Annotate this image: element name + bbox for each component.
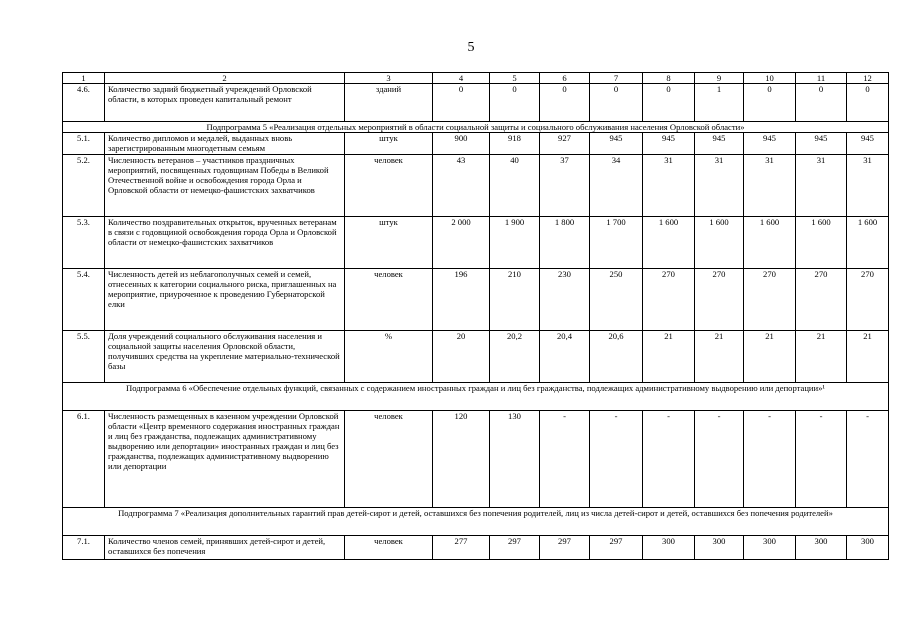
column-number: 11: [796, 73, 847, 84]
indicator-value: 300: [744, 536, 796, 560]
indicator-unit: штук: [345, 133, 433, 155]
indicator-value: 0: [796, 84, 847, 122]
subprogram-header-row: [63, 122, 889, 133]
indicator-value: 0: [490, 84, 540, 122]
column-number: 6: [540, 73, 590, 84]
indicator-value: 130: [490, 411, 540, 508]
indicator-value: 1 600: [847, 217, 889, 269]
indicator-name: Количество поздравительных открыток, врученных ветеранам в связи с годовщиной освобождения города Орла и Орловской области от немецко-фашистских захватчиков: [105, 217, 345, 269]
subprogram-header-row: [63, 383, 889, 411]
indicator-value: 945: [796, 133, 847, 155]
indicator-number: 5.1.: [63, 133, 105, 155]
indicator-value: 21: [796, 331, 847, 383]
indicator-value: -: [643, 411, 695, 508]
indicator-number: 6.1.: [63, 411, 105, 508]
indicator-value: 297: [540, 536, 590, 560]
column-number: 2: [105, 73, 345, 84]
indicator-value: 0: [433, 84, 490, 122]
indicator-value: 20,4: [540, 331, 590, 383]
indicator-row: [63, 269, 889, 331]
indicator-value: 31: [744, 155, 796, 217]
column-number: 12: [847, 73, 889, 84]
indicator-value: -: [796, 411, 847, 508]
indicator-row: [63, 84, 889, 122]
indicator-value: 31: [643, 155, 695, 217]
indicator-value: 270: [796, 269, 847, 331]
indicator-value: 918: [490, 133, 540, 155]
indicator-row: [63, 536, 889, 560]
indicator-value: 21: [643, 331, 695, 383]
indicator-row: [63, 411, 889, 508]
indicator-value: 0: [847, 84, 889, 122]
indicator-name: Численность размещенных в казенном учреждении Орловской области «Центр временного содержания иностранных граждан и лиц без гражданства, подлежащих административному выдворению или депортации» иностранных граждан и лиц без гражданства, подлежащих административному выдворению или депортации: [105, 411, 345, 508]
indicator-value: 34: [590, 155, 643, 217]
indicator-value: 120: [433, 411, 490, 508]
indicator-value: 900: [433, 133, 490, 155]
indicator-value: 300: [643, 536, 695, 560]
indicator-value: 945: [744, 133, 796, 155]
indicator-value: 21: [695, 331, 744, 383]
column-number: 3: [345, 73, 433, 84]
indicator-row: [63, 155, 889, 217]
indicator-value: 1 800: [540, 217, 590, 269]
indicator-value: 945: [695, 133, 744, 155]
indicator-value: 43: [433, 155, 490, 217]
indicator-value: 297: [490, 536, 540, 560]
indicator-unit: зданий: [345, 84, 433, 122]
subprogram-header-row: [63, 508, 889, 536]
indicator-value: -: [590, 411, 643, 508]
indicator-value: 277: [433, 536, 490, 560]
indicator-name: Численность ветеранов – участников праздничных мероприятий, посвященных годовщинам Победы в Великой Отечественной войне и освобождения города Орла и Орловской области от немецко-фашистских захватчиков: [105, 155, 345, 217]
indicator-row: [63, 331, 889, 383]
subprogram-title: Подпрограмма 7 «Реализация дополнительных гарантий прав детей-сирот и детей, оставшихся без попечения родителей, лиц из числа детей-сирот и детей, оставшихся без попечения родителей»: [63, 508, 889, 536]
indicator-value: 1 600: [695, 217, 744, 269]
indicator-value: 21: [847, 331, 889, 383]
indicator-value: 927: [540, 133, 590, 155]
indicator-name: Количество членов семей, принявших детей-сирот и детей, оставшихся без попечения: [105, 536, 345, 560]
indicator-unit: человек: [345, 269, 433, 331]
indicator-value: -: [695, 411, 744, 508]
indicator-value: 0: [590, 84, 643, 122]
column-number: 4: [433, 73, 490, 84]
indicator-value: 21: [744, 331, 796, 383]
column-number: 9: [695, 73, 744, 84]
indicator-value: 196: [433, 269, 490, 331]
indicator-value: 31: [695, 155, 744, 217]
indicator-unit: человек: [345, 536, 433, 560]
indicator-number: 5.5.: [63, 331, 105, 383]
indicator-value: 31: [847, 155, 889, 217]
indicator-value: 945: [643, 133, 695, 155]
indicator-value: 37: [540, 155, 590, 217]
indicator-value: 1 700: [590, 217, 643, 269]
indicator-value: -: [540, 411, 590, 508]
indicator-value: 945: [590, 133, 643, 155]
indicator-value: 270: [847, 269, 889, 331]
indicator-value: 20: [433, 331, 490, 383]
indicator-number: 7.1.: [63, 536, 105, 560]
subprogram-title: Подпрограмма 6 «Обеспечение отдельных функций, связанных с содержанием иностранных граждан и лиц без гражданства, подлежащих административному выдворению или депортации»¹: [63, 383, 889, 411]
indicator-value: 0: [643, 84, 695, 122]
page-number: 5: [467, 40, 475, 55]
indicator-value: 297: [590, 536, 643, 560]
column-number: 8: [643, 73, 695, 84]
indicator-value: -: [744, 411, 796, 508]
indicator-value: 0: [540, 84, 590, 122]
indicator-value: 250: [590, 269, 643, 331]
subprogram-title: Подпрограмма 5 «Реализация отдельных мероприятий в области социальной защиты и социального обслуживания населения Орловской области»: [63, 122, 889, 133]
indicator-unit: %: [345, 331, 433, 383]
indicator-value: 270: [744, 269, 796, 331]
indicator-number: 4.6.: [63, 84, 105, 122]
indicator-value: 1: [695, 84, 744, 122]
indicator-name: Численность детей из неблагополучных семей и семей, отнесенных к категории социального риска, приглашенных на мероприятие, приуроченное к проведению Губернаторской елки: [105, 269, 345, 331]
indicator-value: 1 600: [796, 217, 847, 269]
indicator-value: 1 600: [744, 217, 796, 269]
indicator-value: 230: [540, 269, 590, 331]
indicator-value: 1 900: [490, 217, 540, 269]
indicator-unit: человек: [345, 411, 433, 508]
indicator-row: [63, 133, 889, 155]
indicator-value: 20,6: [590, 331, 643, 383]
indicator-value: 20,2: [490, 331, 540, 383]
indicator-unit: человек: [345, 155, 433, 217]
indicator-value: 1 600: [643, 217, 695, 269]
indicator-value: 300: [796, 536, 847, 560]
column-number: 7: [590, 73, 643, 84]
indicator-value: -: [847, 411, 889, 508]
indicator-value: 300: [847, 536, 889, 560]
indicator-number: 5.4.: [63, 269, 105, 331]
indicator-number: 5.2.: [63, 155, 105, 217]
indicator-row: [63, 217, 889, 269]
indicator-value: 270: [695, 269, 744, 331]
indicator-value: 40: [490, 155, 540, 217]
column-number: 10: [744, 73, 796, 84]
indicator-value: 270: [643, 269, 695, 331]
column-numbers-row: [63, 73, 889, 84]
indicator-value: 31: [796, 155, 847, 217]
column-number: 1: [63, 73, 105, 84]
indicator-name: Количество дипломов и медалей, выданных вновь зарегистрированным многодетным семьям: [105, 133, 345, 155]
indicator-name: Доля учреждений социального обслуживания населения и социальной защиты населения Орловской области, получивших средства на укрепление материально-технической базы: [105, 331, 345, 383]
indicator-value: 945: [847, 133, 889, 155]
indicator-value: 0: [744, 84, 796, 122]
indicators-table: [62, 72, 889, 560]
indicator-name: Количество задний бюджетный учреждений Орловской области, в которых проведен капитальный ремонт: [105, 84, 345, 122]
indicator-value: 210: [490, 269, 540, 331]
column-number: 5: [490, 73, 540, 84]
indicator-number: 5.3.: [63, 217, 105, 269]
indicator-value: 2 000: [433, 217, 490, 269]
indicator-value: 300: [695, 536, 744, 560]
indicator-unit: штук: [345, 217, 433, 269]
